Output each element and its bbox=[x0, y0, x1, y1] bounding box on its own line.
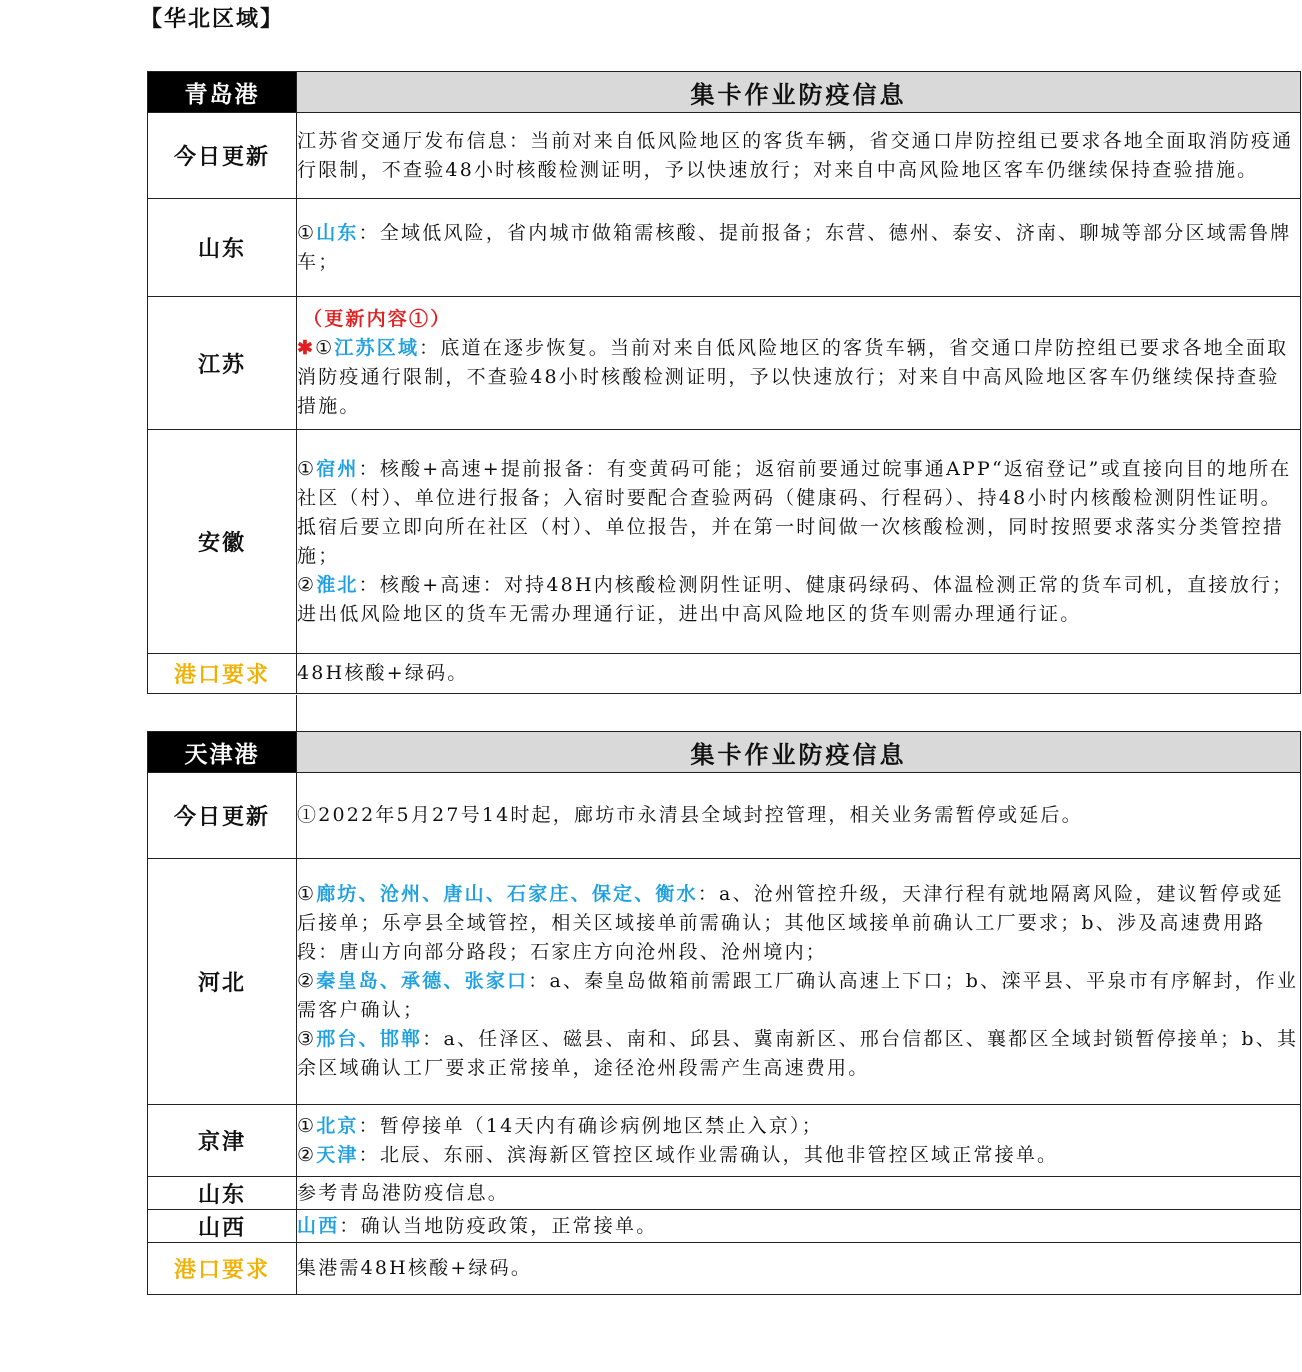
region-title: 【华北区域】 bbox=[140, 6, 285, 32]
today-update-text: 江苏省交通厅发布信息：当前对来自低风险地区的客货车辆，省交通口岸防控组已要求各地全面取消防疫通行限制，不查验48小时核酸检测证明，予以快速放行；对来自中高风险地区客车仍继续保持查验措施。 bbox=[297, 113, 1301, 199]
row-label-hebei: 河北 bbox=[148, 859, 297, 1105]
today-update-text: ①2022年5月27号14时起，廊坊市永清县全域封控管理，相关业务需暂停或延后。 bbox=[297, 773, 1301, 859]
place-name: 淮北 bbox=[316, 573, 359, 596]
place-name: 天津 bbox=[316, 1143, 359, 1166]
list-item bbox=[297, 455, 1300, 571]
port-name: 天津港 bbox=[148, 732, 297, 773]
row-label-shandong: 山东 bbox=[148, 199, 297, 297]
item-number: ① bbox=[315, 337, 335, 359]
list-item bbox=[297, 880, 1300, 967]
row-label-port-requirement: 港口要求 bbox=[148, 654, 297, 694]
divider bbox=[296, 695, 297, 731]
item-number: ① bbox=[297, 883, 317, 905]
item-number: ① bbox=[297, 221, 317, 244]
place-name: 邢台、邯郸 bbox=[316, 1028, 423, 1050]
item-number: ② bbox=[297, 573, 317, 596]
row-label-jiangsu: 江苏 bbox=[148, 297, 297, 430]
row-label-jingjin: 京津 bbox=[148, 1105, 297, 1177]
item-text: ：全域低风险，省内城市做箱需核酸、提前报备；东营、德州、泰安、济南、聊城等部分区域需鲁牌车； bbox=[297, 221, 1292, 273]
place-name: 秦皇岛、承德、张家口 bbox=[316, 970, 529, 992]
item-number: ② bbox=[297, 1143, 317, 1166]
item-number: ① bbox=[297, 457, 317, 480]
item-number: ① bbox=[297, 1114, 317, 1137]
tianjin-port-table bbox=[147, 731, 1301, 1295]
item-text: ：a、秦皇岛做箱前需跟工厂确认高速上下口；b、滦平县、平泉市有序解封，作业需客户确认； bbox=[297, 970, 1299, 1021]
row-label-shandong: 山东 bbox=[148, 1177, 297, 1210]
port-requirement-text: 48H核酸+绿码。 bbox=[297, 654, 1301, 694]
list-item bbox=[297, 967, 1300, 1025]
shanxi-info bbox=[297, 1210, 1301, 1243]
hebei-info bbox=[297, 859, 1301, 1105]
item-text: ：底道在逐步恢复。当前对来自低风险地区的客货车辆，省交通口岸防控组已要求各地全面取消防疫通行限制，不查验48小时核酸检测证明，予以快速放行；对来自中高风险地区客车仍继续保持查验措施。 bbox=[297, 337, 1289, 417]
list-item bbox=[297, 1112, 1300, 1141]
row-label-anhui: 安徽 bbox=[148, 430, 297, 654]
item-text: ：确认当地防疫政策，正常接单。 bbox=[339, 1214, 658, 1237]
port-requirement-text: 集港需48H核酸+绿码。 bbox=[297, 1243, 1301, 1295]
item-number: ③ bbox=[297, 1028, 317, 1050]
place-name: 江苏区域 bbox=[334, 337, 420, 359]
item-number: ② bbox=[297, 970, 317, 992]
row-label-port-requirement: 港口要求 bbox=[148, 1243, 297, 1295]
place-name: 山东 bbox=[316, 221, 359, 244]
row-label-today: 今日更新 bbox=[148, 113, 297, 199]
anhui-info bbox=[297, 430, 1301, 654]
item-text: ：a、任泽区、磁县、南和、邱县、冀南新区、邢台信都区、襄都区全域封锁暂停接单；b、其余区域确认工厂要求正常接单，途径沧州段需产生高速费用。 bbox=[297, 1028, 1299, 1079]
place-name: 宿州 bbox=[316, 457, 359, 480]
item-text: ：核酸+高速：对持48H内核酸检测阴性证明、健康码绿码、体温检测正常的货车司机，直接放行；进出低风险地区的货车无需办理通行证，进出中高风险地区的货车则需办理通行证。 bbox=[297, 573, 1294, 625]
shandong-info: 参考青岛港防疫信息。 bbox=[297, 1177, 1301, 1210]
row-label-today: 今日更新 bbox=[148, 773, 297, 859]
item-text: ：a、沧州管控升级，天津行程有就地隔离风险，建议暂停或延后接单；乐亭县全域管控，相关区域接单前需确认；其他区域接单前确认工厂要求；b、涉及高速费用路段：唐山方向部分路段；石家庄方向沧州段、沧州境内； bbox=[297, 883, 1284, 963]
item-text: ：暂停接单（14天内有确诊病例地区禁止入京）； bbox=[358, 1114, 823, 1137]
place-name: 廊坊、沧州、唐山、石家庄、保定、衡水 bbox=[316, 883, 698, 905]
list-item bbox=[297, 1025, 1300, 1083]
row-label-shanxi: 山西 bbox=[148, 1210, 297, 1243]
asterisk-icon: ✱ bbox=[297, 337, 316, 359]
shandong-info bbox=[297, 199, 1301, 297]
place-name: 北京 bbox=[316, 1114, 359, 1137]
list-item bbox=[297, 1141, 1300, 1170]
list-item bbox=[297, 571, 1300, 629]
place-name: 山西 bbox=[297, 1214, 340, 1237]
item-text: ：北辰、东丽、滨海新区管控区域作业需确认，其他非管控区域正常接单。 bbox=[358, 1143, 1059, 1166]
jiangsu-info bbox=[297, 297, 1301, 430]
qingdao-port-table bbox=[147, 71, 1301, 694]
table-header: 集卡作业防疫信息 bbox=[297, 732, 1301, 773]
jingjin-info bbox=[297, 1105, 1301, 1177]
port-name: 青岛港 bbox=[148, 72, 297, 113]
update-note: （更新内容①） bbox=[303, 308, 452, 330]
item-text: ：核酸+高速+提前报备：有变黄码可能；返宿前要通过皖事通APP“返宿登记”或直接向目的地所在社区（村）、单位进行报备；入宿时要配合查验两码（健康码、行程码）、持48小时内核酸检测阴性证明。抵宿后要立即向所在社区（村）、单位报告，并在第一时间做一次核酸检测，同时按照要求落实分类管控措施； bbox=[297, 457, 1292, 567]
table-header: 集卡作业防疫信息 bbox=[297, 72, 1301, 113]
